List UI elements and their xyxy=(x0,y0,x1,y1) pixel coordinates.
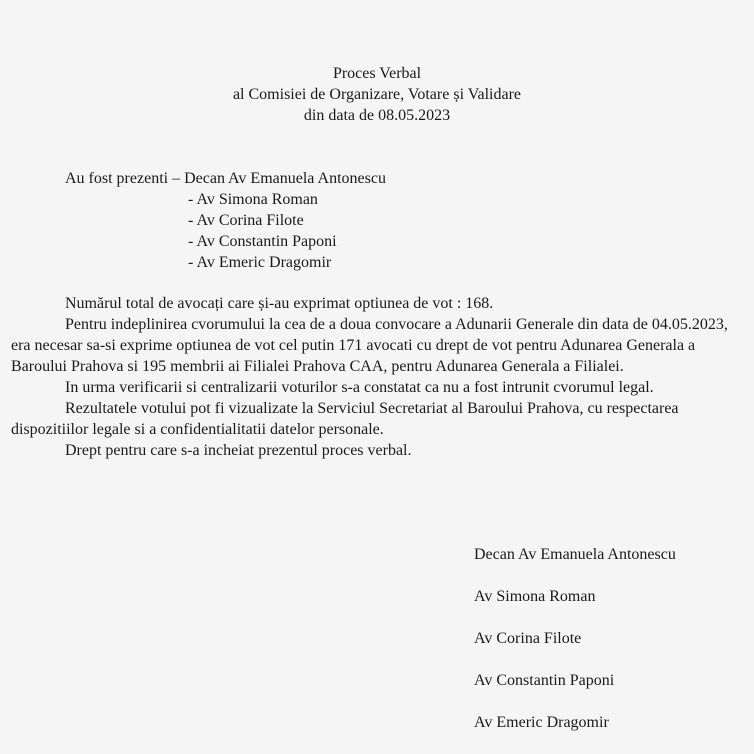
attendee-item: - Av Corina Filote xyxy=(188,212,304,229)
signature-block xyxy=(474,544,676,754)
title-line-2: al Comisiei de Organizare, Votare și Validare xyxy=(232,86,522,103)
attendee-item: - Av Simona Roman xyxy=(188,191,318,208)
attendee-item: - Av Emeric Dragomir xyxy=(188,254,332,271)
body-paragraph: In urma verificarii si centralizarii voturilor s-a constatat ca nu a fost intrunit cvorumul legal. xyxy=(65,379,654,396)
body-paragraph: Rezultatele votului pot fi vizualizate la Serviciul Secretariat al Baroului Prahova, cu respectarea dispozitiilor legale si a confidentialitatii datelor personale. xyxy=(11,400,679,438)
document-title xyxy=(0,63,754,126)
body-paragraph: Numărul total de avocați care și-au exprimat optiunea de vot : 168. xyxy=(65,295,494,312)
attendees-list xyxy=(65,168,386,273)
attendees-intro: Au fost prezenti – Decan Av Emanuela Antonescu xyxy=(65,170,386,187)
signature-line: Decan Av Emanuela Antonescu xyxy=(474,546,676,563)
body-paragraph: Drept pentru care s-a incheiat prezentul proces verbal. xyxy=(65,442,412,459)
attendee-item: - Av Constantin Paponi xyxy=(188,233,337,250)
body-paragraph: Pentru indeplinirea cvorumului la cea de a doua convocare a Adunarii Generale din data de 04.05.2023, era necesar sa-si exprime optiunea de vot cel putin 171 avocati cu drept de vot pentru Adunarea Generala a Baroului Prahova si 195 membrii ai Filialei Prahova CAA, pentru Adunarea Generala a Filialei. xyxy=(11,316,728,375)
signature-line: Av Emeric Dragomir xyxy=(474,714,609,731)
signature-line: Av Simona Roman xyxy=(474,588,596,605)
title-line-1: Proces Verbal xyxy=(332,65,422,82)
document-body xyxy=(11,293,739,461)
signature-line: Av Constantin Paponi xyxy=(474,672,615,689)
signature-line: Av Corina Filote xyxy=(474,630,582,647)
title-line-3: din data de 08.05.2023 xyxy=(303,107,451,124)
